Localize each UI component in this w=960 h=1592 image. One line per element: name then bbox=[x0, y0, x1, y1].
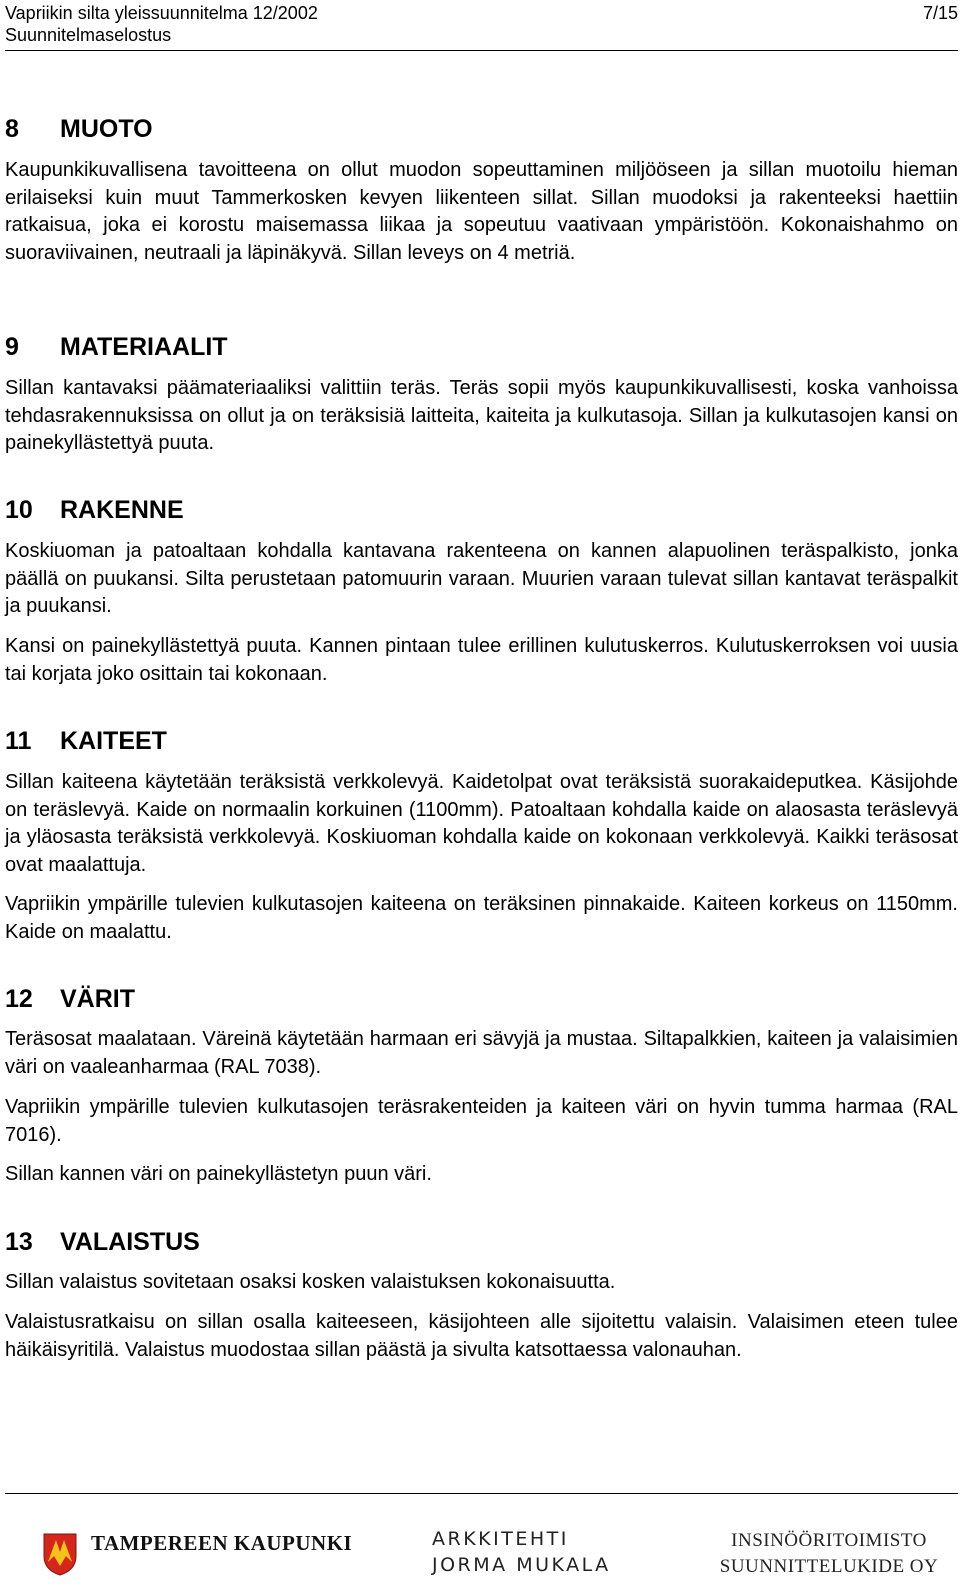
architect-title: ARKKITEHTI bbox=[432, 1528, 569, 1550]
section-number: 9 bbox=[5, 333, 19, 361]
paragraph: Valaistusratkaisu on sillan osalla kaiteeseen, käsijohteen alle sijoitettu valaisin. Valaisimen eteen tulee häikäisyritilä. Valaistus muodostaa sillan päästä ja sivulta katsottaessa valonauhan. bbox=[5, 1311, 958, 1361]
paragraph: Vapriikin ympärille tulevien kulkutasojen teräsrakenteiden ja kaiteen väri on hyvin tumma harmaa (RAL 7016). bbox=[5, 1096, 958, 1146]
paragraph: Kansi on painekyllästettyä puuta. Kannen pintaan tulee erillinen kulutuskerros. Kulutuskerroksen voi uusia tai korjata joko osittain tai kokonaan. bbox=[5, 635, 958, 685]
section-heading-8 bbox=[5, 112, 153, 146]
footer-divider bbox=[5, 1493, 958, 1494]
city-name: TAMPEREEN KAUPUNKI bbox=[91, 1531, 353, 1555]
section-heading-10 bbox=[5, 493, 184, 527]
section-heading-13 bbox=[5, 1225, 200, 1259]
paragraph: Sillan kannen väri on painekyllästetyn puun väri. bbox=[5, 1163, 432, 1185]
section-number: 10 bbox=[5, 496, 33, 524]
engineering-office-title: INSINÖÖRITOIMISTO bbox=[731, 1530, 927, 1551]
section-number: 8 bbox=[5, 115, 19, 143]
section-heading-11 bbox=[5, 724, 167, 758]
section-title: VALAISTUS bbox=[60, 1228, 200, 1256]
section-title: MATERIAALIT bbox=[60, 333, 228, 361]
section-title: MUOTO bbox=[60, 115, 153, 143]
paragraph: Sillan kantavaksi päämateriaaliksi valittiin teräs. Teräs sopii myös kaupunkikuvallisesti, koska vanhoissa tehdasrakennuksissa on ollut ja on teräksisiä laitteita, kaiteita ja kulkutasoja. Sillan ja kulkutasojen kansi on painekyllästettyä puuta. bbox=[5, 377, 958, 454]
architect-block bbox=[432, 1526, 632, 1578]
section-title: KAITEET bbox=[60, 727, 167, 755]
paragraph: Sillan kaiteena käytetään teräksistä verkkolevyä. Kaidetolpat ovat teräksistä suorakaideputkea. Käsijohde on teräslevyä. Kaide on normaalin korkuinen (1100mm). Patoaltaan kohdalla kaide on alaosasta teräslevyä ja yläosasta teräksistä verkkolevyä. Koskiuoman kohdalla kaide on kokonaan verkkolevyä. Kaikki teräsosat ovat maalattuja. bbox=[5, 771, 958, 876]
engineering-office-block bbox=[700, 1528, 958, 1580]
page-header bbox=[5, 0, 958, 51]
engineering-office-name: SUUNNITTELUKIDE OY bbox=[719, 1556, 939, 1577]
section-title: RAKENNE bbox=[60, 496, 184, 524]
document-subtitle: Suunnitelmaselostus bbox=[5, 25, 172, 45]
paragraph: Teräsosat maalataan. Väreinä käytetään harmaan eri sävyjä ja mustaa. Siltapalkkien, kaiteen ja valaisimien väri on vaaleanharmaa (RAL 7038). bbox=[5, 1028, 958, 1078]
section-number: 11 bbox=[5, 727, 32, 755]
architect-name: JORMA MUKALA bbox=[432, 1554, 611, 1576]
paragraph: Vapriikin ympärille tulevien kulkutasojen kaiteena on teräksinen pinnakaide. Kaiteen korkeus on 1150mm. Kaide on maalattu. bbox=[5, 893, 958, 943]
section-number: 13 bbox=[5, 1228, 33, 1256]
document-title: Vapriikin silta yleissuunnitelma 12/2002 bbox=[5, 3, 318, 23]
page-number: 7/15 bbox=[922, 3, 958, 23]
paragraph: Koskiuoman ja patoaltaan kohdalla kantavana rakenteena on kannen alapuolinen teräspalkisto, jonka päällä on puukansi. Silta perustetaan patomuurin varaan. Muurien varaan tulevat sillan kantavat teräspalkit ja puukansi. bbox=[5, 540, 958, 617]
paragraph: Sillan valaistus sovitetaan osaksi kosken valaistuksen kokonaisuutta. bbox=[5, 1271, 616, 1293]
section-title: VÄRIT bbox=[60, 985, 135, 1013]
section-heading-9 bbox=[5, 330, 228, 364]
paragraph: Kaupunkikuvallisena tavoitteena on ollut muodon sopeuttaminen miljööseen ja sillan muotoilu hieman erilaiseksi kuin muut Tammerkosken kevyen liikenteen sillat. Sillan muodoksi ja rakenteeksi haettiin ratkaisua, joka ei korostu maisemassa liikaa ja sopeutuu vaativaan ympäristöön. Kokonaishahmo on suoraviivainen, neutraali ja läpinäkyvä. Sillan leveys on 4 metriä. bbox=[5, 159, 958, 264]
section-number: 12 bbox=[5, 985, 33, 1013]
city-crest-icon bbox=[42, 1532, 78, 1581]
section-heading-12 bbox=[5, 982, 135, 1016]
